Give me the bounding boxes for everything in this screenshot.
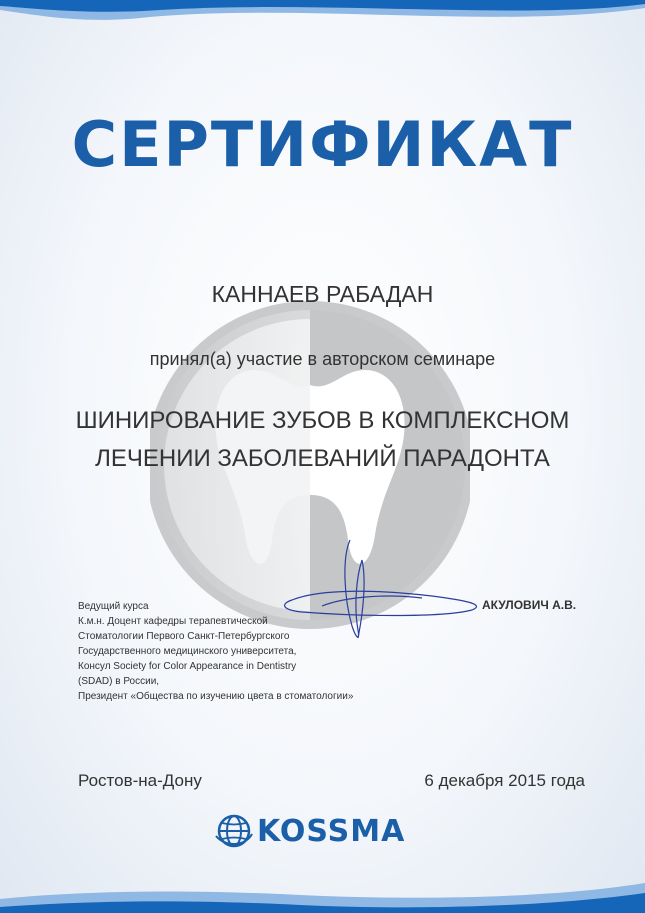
seminar-title-line: ШИНИРОВАНИЕ ЗУБОВ В КОМПЛЕКСНОМ [75, 407, 570, 434]
participation-text: принял(а) участие в авторском семинаре [149, 349, 496, 369]
seminar-title-line: ЛЕЧЕНИИ ЗАБОЛЕВАНИЙ ПАРАДОНТА [95, 445, 550, 472]
seminar-title [0, 402, 645, 478]
lecturer-line: Ведущий курса [78, 601, 149, 612]
lecturer-line: К.м.н. Доцент кафедры терапевтической [78, 616, 268, 627]
top-wave-decoration [0, 0, 645, 60]
kossma-logo [215, 806, 405, 856]
recipient-name: КАННАЕВ РАБАДАН [211, 281, 434, 307]
certificate-title: СЕРТИФИКАТ [71, 108, 574, 181]
lecturer-line: Консул Society for Color Appearance in Dentistry [78, 661, 297, 672]
signatory-name: АКУЛОВИЧ А.В. [482, 598, 577, 612]
signature [262, 538, 492, 648]
lecturer-line: Государственного медицинского университета, [78, 646, 297, 657]
bottom-wave-decoration [0, 853, 645, 913]
lecturer-line: (SDAD) в России, [78, 676, 160, 687]
date-label: 6 декабря 2015 года [424, 771, 585, 790]
logo-text: KOSSMA [257, 813, 406, 849]
globe-icon [215, 812, 253, 850]
lecturer-line: Президент «Общества по изучению цвета в стоматологии» [78, 691, 354, 702]
city-label: Ростов-на-Дону [78, 771, 202, 790]
lecturer-line: Стоматологии Первого Санкт-Петербургского [78, 631, 290, 642]
